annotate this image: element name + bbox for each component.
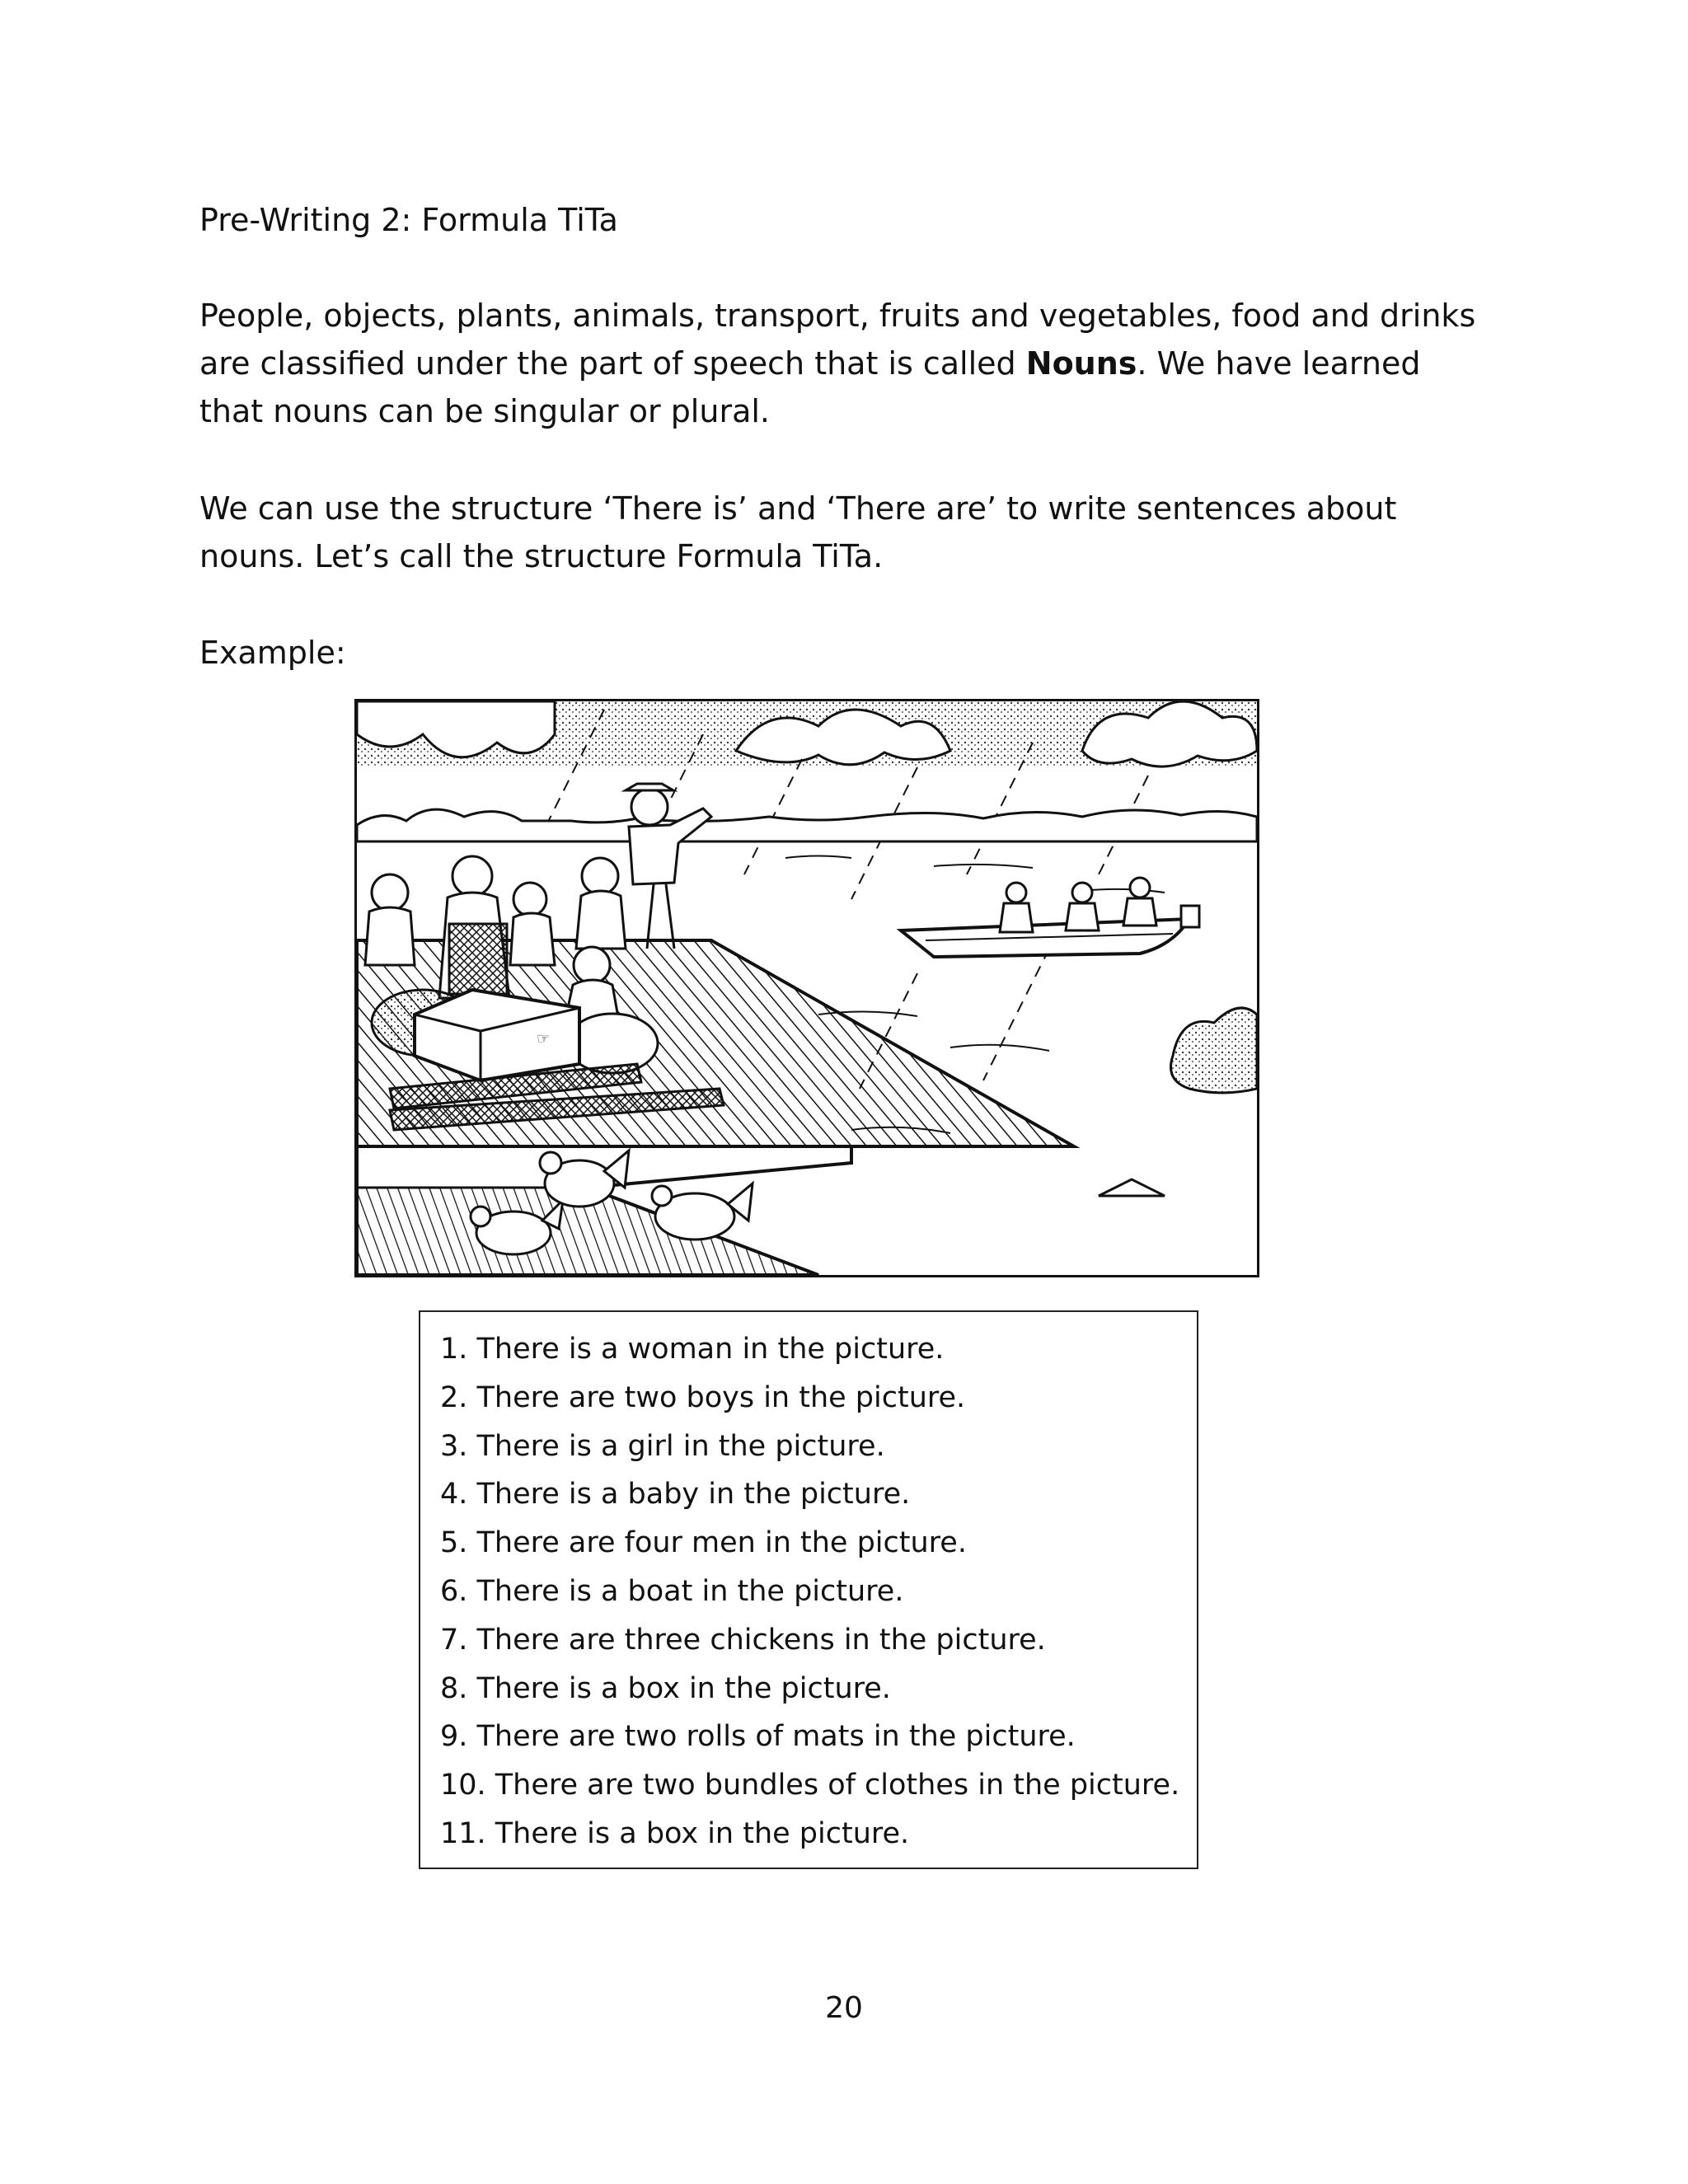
- intro-paragraph-start: People, objects, plants, animals, transport, fruits and vegetables, food and drinks are classified under the part of speech that is called: [199, 298, 1476, 382]
- example-sentence: 5. There are four men in the picture.: [440, 1526, 967, 1560]
- flood-illustration: [354, 699, 1259, 1277]
- intro-paragraph: [199, 292, 1493, 435]
- boat: [901, 878, 1199, 957]
- example-sentence: 7. There are three chickens in the picture.: [440, 1623, 1046, 1657]
- example-sentence: 3. There is a girl in the picture.: [440, 1429, 885, 1463]
- structure-paragraph: We can use the structure ‘There is’ and ‘There are’ to write sentences about nouns. Let’s call the structure Formula TiTa.: [199, 490, 1397, 574]
- section-heading: Pre-Writing 2: Formula TiTa: [199, 202, 618, 238]
- example-sentence: 2. There are two boys in the picture.: [440, 1380, 966, 1414]
- example-sentences-list: [420, 1312, 1197, 1858]
- intro-paragraph-end: . We have learned that nouns can be singular or plural.: [199, 345, 1421, 429]
- boat-men: [1000, 878, 1156, 932]
- nouns-term: Nouns: [1025, 345, 1137, 382]
- example-sentence: 10. There are two bundles of clothes in the picture.: [440, 1769, 1180, 1802]
- chicken-3: [652, 1183, 753, 1240]
- page-number: 20: [825, 1991, 863, 2025]
- rain-clouds: [357, 701, 1257, 767]
- example-sentence: 9. There are two rolls of mats in the picture.: [440, 1720, 1076, 1754]
- example-sentence: 1. There is a woman in the picture.: [440, 1333, 945, 1366]
- example-sentence: 4. There is a baby in the picture.: [440, 1478, 911, 1511]
- example-sentence: 8. There is a box in the picture.: [440, 1671, 891, 1705]
- flooded-bush: [1171, 1008, 1258, 1093]
- example-sentence: 11. There is a box in the picture.: [440, 1816, 910, 1850]
- example-sentence: 6. There is a boat in the picture.: [440, 1574, 904, 1608]
- box-label: ☞: [537, 1030, 551, 1047]
- example-sentences-box: [419, 1310, 1198, 1869]
- example-label: Example:: [199, 635, 346, 671]
- far-treeline: [357, 809, 1257, 841]
- submerged-roof: [1099, 1179, 1165, 1196]
